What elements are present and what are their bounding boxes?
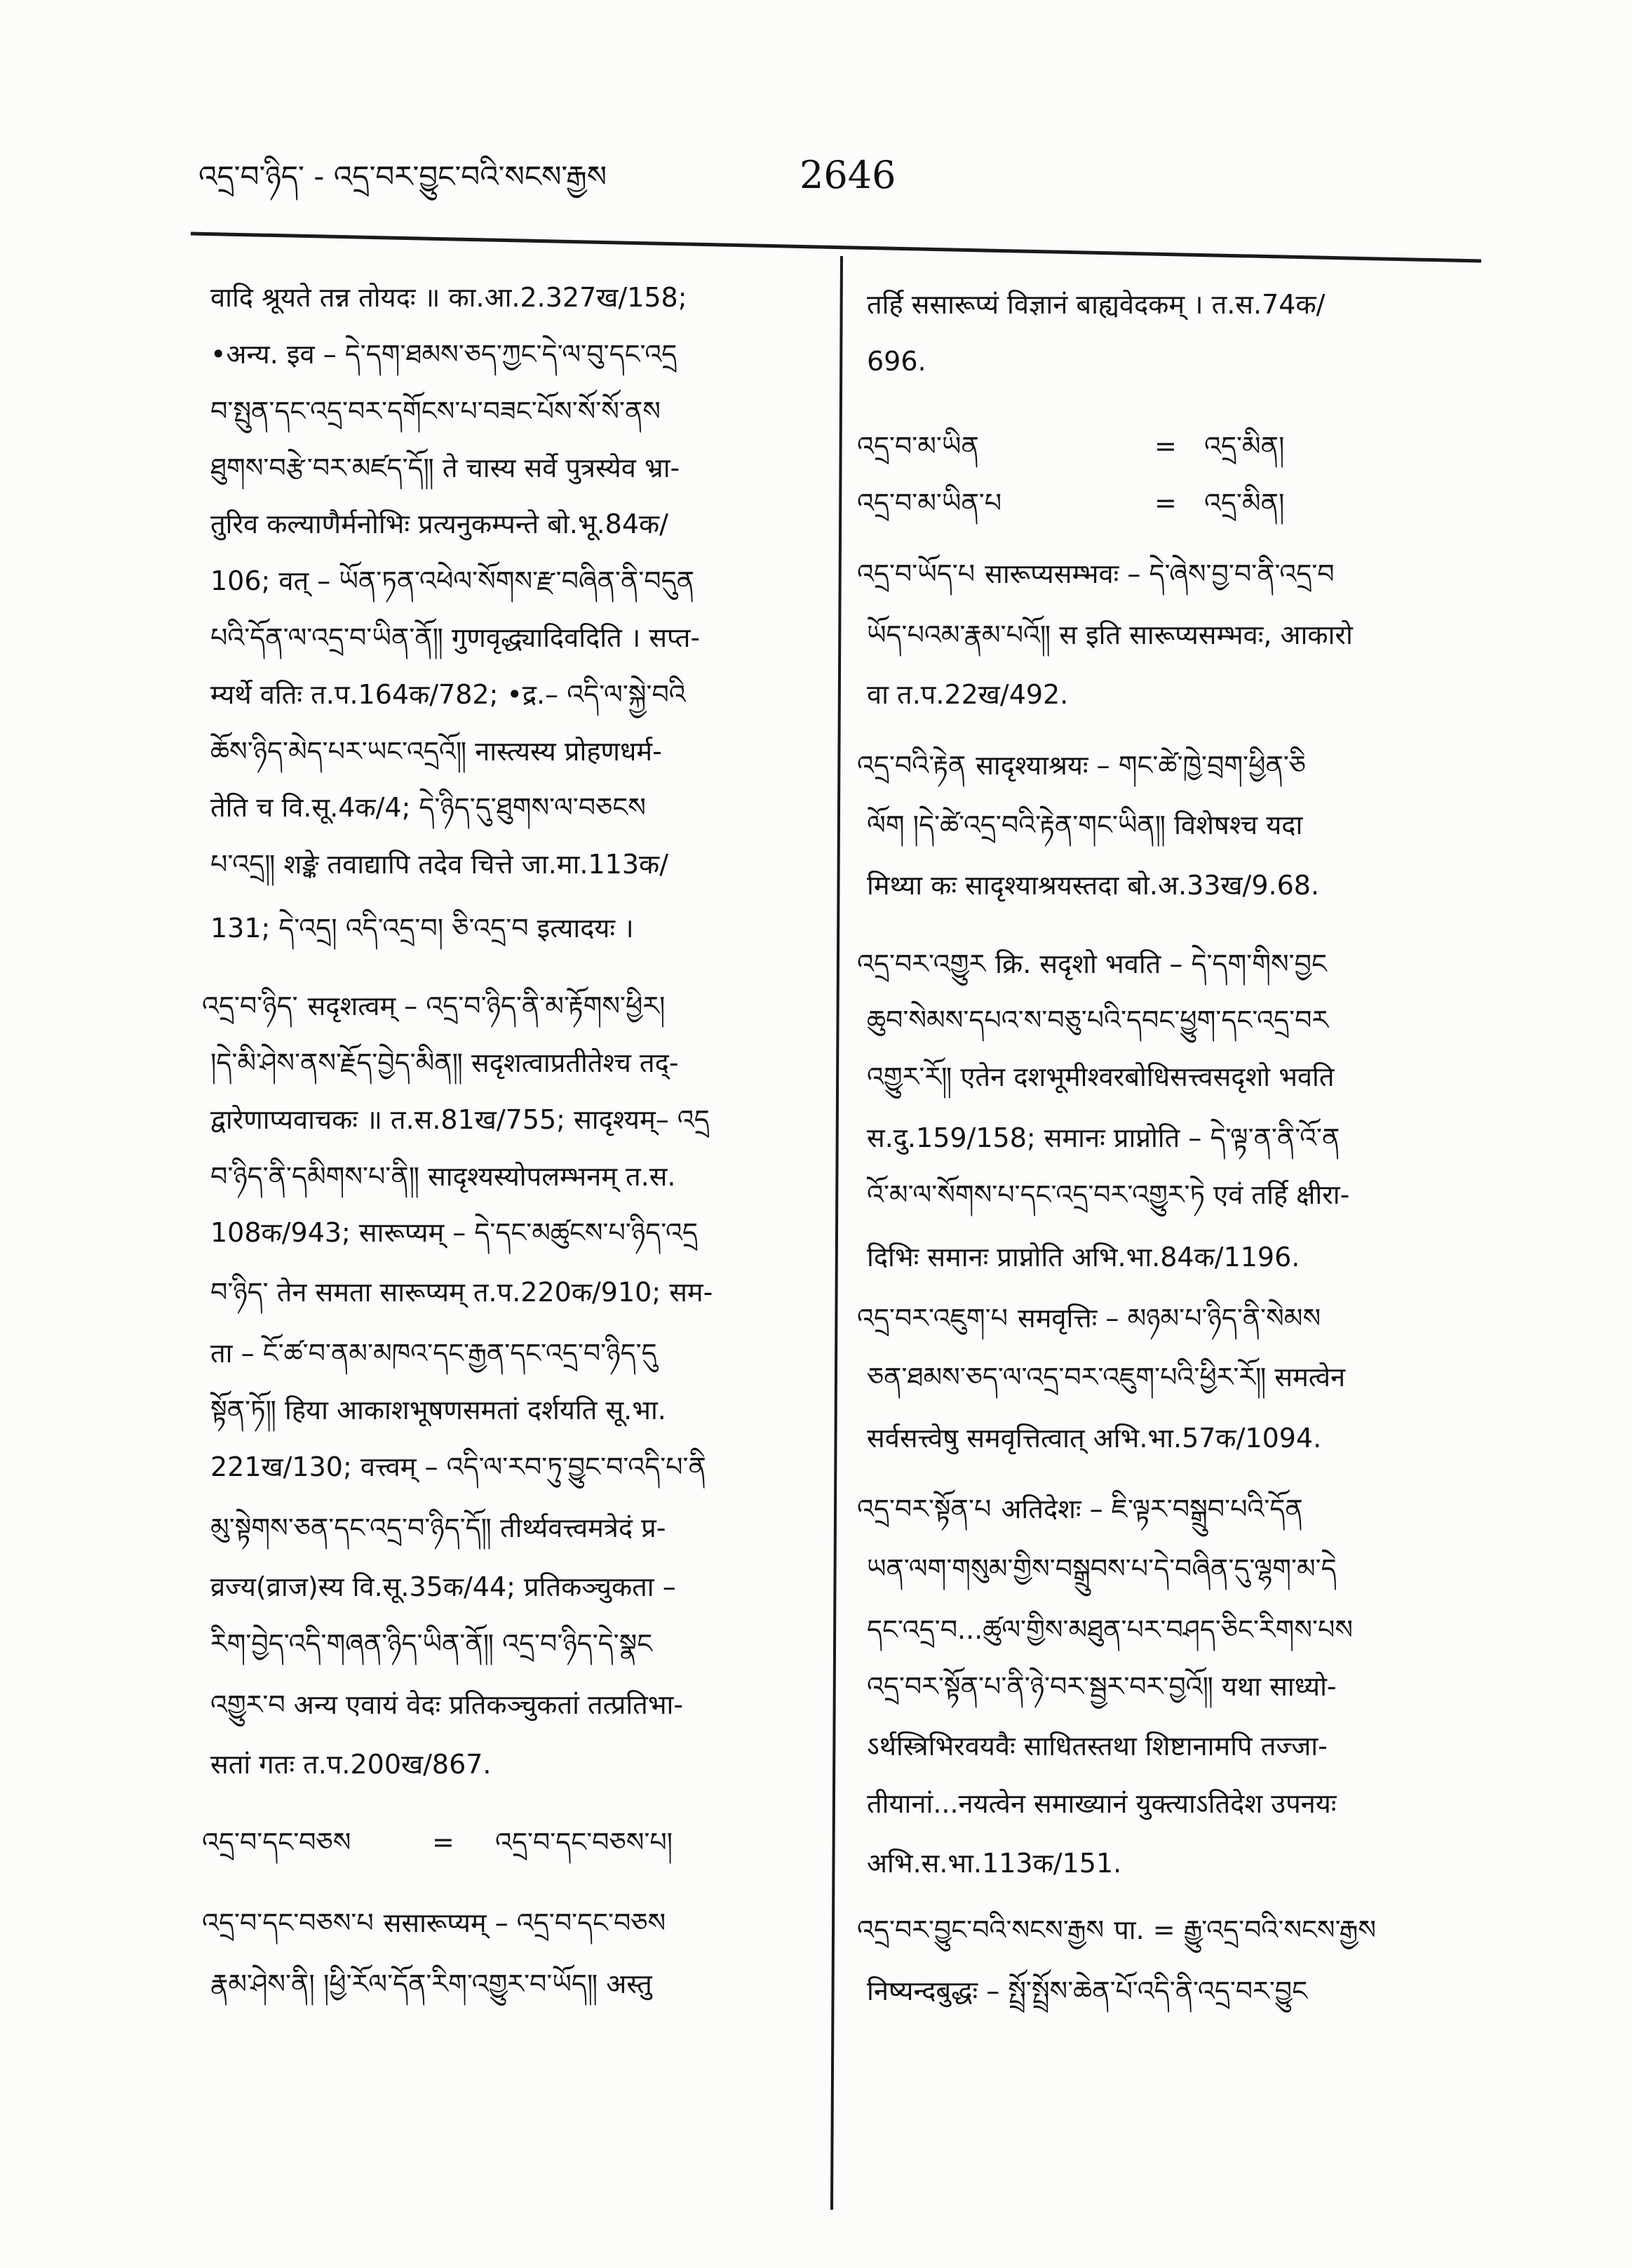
column-divider	[832, 256, 842, 2210]
text-line: तुरिव कल्याणैर्मनोभिः प्रत्यनुकम्पन्ते बो.भू.84क/	[210, 509, 668, 539]
entry-text: पा. = རྒྱུ་འདྲ་བའི་སངས་རྒྱས	[1114, 1914, 1377, 1945]
text-line: ཅན་ཐམས་ཅད་ལ་འདྲ་བར་འཇུག་པའི་ཕྱིར་རོ༎ समत्वेन	[867, 1362, 1346, 1393]
entry-line	[857, 1902, 1491, 1958]
entry-line	[857, 546, 1491, 602]
cross-reference-target: འདྲ་མིན།	[1204, 431, 1285, 462]
text-line: པ་འདྲ༎ शङ्के तवाद्यापि तदेव चित्ते जा.मा.113क/	[210, 849, 669, 880]
header-rule	[191, 234, 1481, 261]
text-line: तीयानां...नयत्वेन समाख्यानं युक्त्याऽतिदेश उपनयः	[867, 1788, 1337, 1819]
text-line: རིག་བྱེད་འདི་གཞན་ཉིད་ཡིན་ནོ༎ འདྲ་བ་ཉིད་དེ་སྣང	[210, 1628, 653, 1659]
entry-line	[857, 1481, 1491, 1537]
entry-line	[202, 978, 807, 1034]
text-line: म्यर्थे वतिः त.प.164क/782; •द्र.– འདི་ལ་སྐྱེ་བའི	[210, 679, 686, 710]
text-line: ऽर्थस्त्रिभिरवयवैः साधितस्तथा शिष्टानामपि तज्जा-	[867, 1731, 1328, 1762]
text-line: བ་ཉིད་ तेन समता सारूप्यम् त.प.220क/910; सम-	[210, 1277, 713, 1308]
running-header: འདྲ་བ་ཉིད་ - འདྲ་བར་བྱུང་བའི་སངས་རྒྱས	[198, 159, 607, 194]
cross-reference-line	[857, 475, 1491, 531]
text-line: དང་འདྲ་བ...ཚུལ་གྱིས་མཐུན་པར་བཤད་ཅིང་རིགས་པས	[867, 1614, 1353, 1645]
equals-sign: =	[1154, 488, 1177, 518]
text-line: अभि.स.भा.113क/151.	[867, 1848, 1122, 1879]
entry-text: सदृशत्वम् – འདྲ་བ་ཉིད་ནི་མ་རྟོགས་ཕྱིར།	[307, 991, 666, 1021]
headword: འདྲ་བ་ཡོད་པ	[857, 558, 976, 589]
text-line: ཆོས་ཉིད་མེད་པར་ཡང་འདྲའོ༎ नास्त्यस्य प्रोहणधर्म-	[210, 736, 662, 767]
entry-text: ससारूप्यम् – འདྲ་བ་དང་བཅས	[383, 1907, 666, 1938]
text-line: 106; वत् – ཡོན་ཏན་འཕེལ་སོགས་རྫ་བཞིན་ནི་བདུན	[210, 565, 694, 596]
text-line: ता – ངོ་ཚ་བ་ནམ་མཁའ་དང་རྒྱན་དང་འདྲ་བ་ཉིད་དུ	[210, 1338, 657, 1369]
text-line: མུ་སྟེགས་ཅན་དང་འདྲ་བ་ཉིད་དོ༎ तीर्थ्यवत्त्वमत्रेदं प्र-	[210, 1512, 666, 1543]
text-line: །དེ་མི་ཤེས་ནས་རྗོད་བྱེད་མིན༎ सदृशत्वाप्रतीतेश्च तद्-	[210, 1047, 679, 1078]
text-line: འདྲ་བར་སྟོན་པ་ནི་ཉེ་བར་སྦྱར་བར་བྱའོ༎ यथा साध्यो-	[867, 1671, 1337, 1702]
text-line: ཡན་ལག་གསུམ་གྱིས་བསྒྲུབས་པ་དེ་བཞིན་དུ་ལྷག་མ་དེ	[867, 1553, 1337, 1584]
text-line: सर्वसत्त्वेषु समवृत्तित्वात् अभि.भा.57क/1094.	[867, 1423, 1322, 1454]
text-line: तर्हि ससारूप्यं विज्ञानं बाह्यवेदकम् । त.स.74क/	[867, 289, 1326, 320]
text-line: 131; དེ་འདྲ། འདི་འདྲ་བ། ཅི་འདྲ་བ इत्यादयः ।	[210, 913, 634, 944]
text-line: བ་སྤུན་དང་འདྲ་བར་དགོངས་པ་བཟང་པོས་སོ་སོ་ནས	[210, 396, 661, 427]
text-line: निष्यन्दबुद्धः – སྤྲོ་སྤྲོས་ཆེན་པོ་འདི་ནི་འདྲ་བར་བྱུང	[867, 1975, 1308, 2006]
headword: འདྲ་བར་འཇུག་པ	[857, 1303, 1009, 1334]
cross-reference-target: འདྲ་མིན།	[1204, 488, 1285, 518]
text-line: स.दु.159/158; समानः प्राप्नोति – དེ་ལྟ་ན་ནི་འོ་ན	[867, 1122, 1340, 1153]
cross-reference-target: འདྲ་བ་དང་བཅས་པ།	[495, 1827, 673, 1858]
equals-sign: =	[1154, 431, 1177, 462]
cross-reference-line	[857, 418, 1491, 474]
entry-text: सारूप्यसम्भवः – དེ་ཞེས་བྱ་བ་ནི་འདྲ་བ	[985, 558, 1335, 589]
text-line: ཐུགས་བརྩེ་བར་མཛད་དོ༎ ते चास्य सर्वे पुत्रस्येव भ्रा-	[210, 452, 680, 483]
headword: འདྲ་བ་དང་བཅས	[202, 1827, 351, 1858]
entry-line	[857, 936, 1491, 992]
headword: འདྲ་བ་མ་ཡིན་པ	[857, 488, 1002, 518]
text-line: ཡོད་པའམ་རྣམ་པའོ༎ स इति सारूप्यसम्भवः, आकारो	[867, 619, 1353, 650]
text-line: व्रज्य(व्राज)स्य वि.सू.35क/44; प्रतिकञ्चुकता –	[210, 1571, 676, 1602]
headword: འདྲ་བར་སྟོན་པ	[857, 1494, 992, 1524]
headword: འདྲ་བ་ཉིད་	[202, 991, 298, 1021]
text-line: 221ख/130; वत्त्वम् – འདི་ལ་རབ་ཏུ་བྱུང་བ་འདི་པ་ནི	[210, 1451, 706, 1482]
text-line: 108क/943; सारूप्यम् – དེ་དང་མཚུངས་པ་ཉིད་འདྲ	[210, 1217, 698, 1248]
entry-line	[202, 1895, 807, 1951]
text-line: दिभिः समानः प्राप्नोति अभि.भा.84क/1196.	[867, 1242, 1300, 1273]
headword: འདྲ་བ་མ་ཡིན	[857, 431, 979, 462]
entry-text: सादृश्याश्रयः – གང་ཚེ་ཁྱེ་བྲག་ཕྱིན་ཅི	[976, 750, 1306, 781]
text-line: द्वारेणाप्यवाचकः ॥ त.स.81ख/755; सादृश्यम्– འདྲ	[210, 1104, 710, 1135]
headword: འདྲ་བའི་རྟེན	[857, 750, 966, 781]
text-line: འོ་མ་ལ་སོགས་པ་དང་འདྲ་བར་འགྱུར་ཏེ एवं तर्हि क्षीरा-	[867, 1179, 1350, 1210]
text-line: वा त.प.22ख/492.	[867, 679, 1069, 710]
text-line: རྣམ་ཤེས་ནི། །ཕྱི་རོལ་དོན་རིག་འགྱུར་བ་ཡོད༎ अस्तु	[210, 1968, 652, 1999]
text-line: ལོག །དེ་ཚེ་འདྲ་བའི་རྟེན་གང་ཡིན༎ विशेषश्च यदा	[867, 810, 1303, 840]
entry-text: अतिदेशः – ཇི་ལྟར་བསྒྲུབ་པའི་དོན	[1001, 1494, 1303, 1524]
equals-sign: =	[432, 1827, 454, 1858]
text-line: འགྱུར་བ अन्य एवायं वेदः प्रतिकञ्चुकतां तत्प्रतिभा-	[210, 1689, 684, 1720]
headword: འདྲ་བར་བྱུང་བའི་སངས་རྒྱས	[857, 1914, 1105, 1945]
text-line: •अन्य. इव – དེ་དག་ཐམས་ཅད་ཀྱང་དེ་ལ་བུ་དང་འདྲ	[210, 339, 677, 370]
text-line: 696.	[867, 346, 926, 377]
text-line: ཆུབ་སེམས་དཔའ་ས་བཅུ་པའི་དབང་ཕྱུག་དང་འདྲ་བར	[867, 1005, 1329, 1035]
text-line: सतां गतः त.प.200ख/867.	[210, 1749, 492, 1780]
text-line: तेति च वि.सू.4क/4; དེ་ཉིད་དུ་ཐུགས་ལ་བཅངས	[210, 792, 646, 823]
text-line: བ་ཉིད་ནི་དམིགས་པ་ནི༎ सादृश्यस्योपलम्भनम् त.स.	[210, 1161, 676, 1192]
text-line: པའི་དོན་ལ་འདྲ་བ་ཡིན་ནོ༎ गुणवृद्ध्यादिवदिति । सप्त-	[210, 622, 701, 653]
entry-text: समवृत्तिः – མཉམ་པ་ཉིད་ནི་སེམས	[1018, 1303, 1321, 1334]
headword: འདྲ་བར་འགྱུར	[857, 948, 986, 979]
page-number: 2646	[800, 153, 896, 197]
entry-line	[857, 737, 1491, 793]
entry-line	[857, 1290, 1491, 1346]
headword: འདྲ་བ་དང་བཅས་པ	[202, 1907, 374, 1938]
entry-text: क्रि. सदृशो भवति – དེ་དག་གིས་བྱང	[995, 948, 1327, 979]
text-line: वादि श्रूयते तन्न तोयदः ॥ का.आ.2.327ख/158;	[210, 282, 687, 313]
text-line: मिथ्या कः सादृश्याश्रयस्तदा बो.अ.33ख/9.68.	[867, 870, 1320, 901]
text-line: འགྱུར་རོ༎ एतेन दशभूमीश्वरबोधिसत्त्वसदृशो भवति	[867, 1061, 1335, 1092]
cross-reference-line	[202, 1814, 807, 1870]
text-line: སྟོན་ཏོ༎ हिया आकाशभूषणसमतां दर्शयति सू.भा.	[210, 1395, 666, 1425]
